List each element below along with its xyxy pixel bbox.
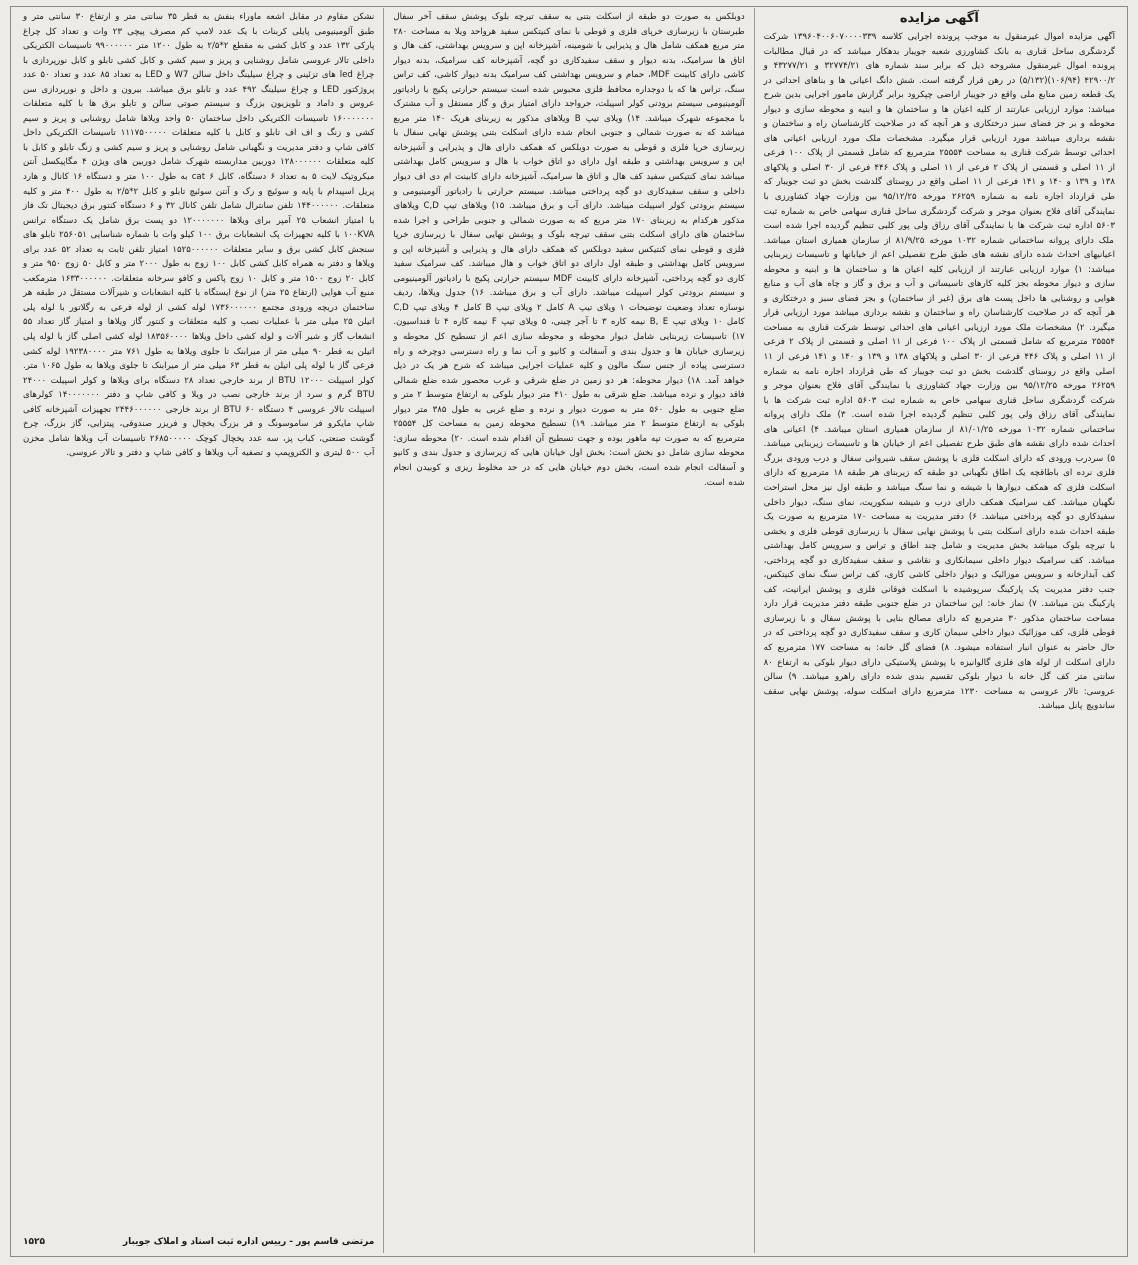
paragraph: کف سرامیک دیوار داخلی سیمانکاری و نقاشی و سقف سفیدکاری دو گچه پرداختی، کف آبدارخانه و سرویس موزائیک و دیوار داخلی کاشی کاری، کف تراس سنگ نمای کنیتکس، جنب دفتر مدیریت یک پارکینگ سرپوشیده با اسکلت فوقانی فلزی و پوشش ایرانیت، کف پارکینگ بتن میباشد. ۷) نماز خانه: این ساختمان در ضلع جنوبی طبقه دفتر مدیریت قرار دارد مساحت ساختمان مذکور ۳۰ مترمربع که دارای مصالح بنایی با پوشش سفال و با زیرسازی قوطی فلزی، کف موزائیک دیوار داخلی سیمان کاری و سقف سفیدکاری دو گچه پرداختی که در حال حاضر به عنوان انبار استفاده میشود. ۸) فضای گل خانه: به مساحت ۱۷۷ مترمربع که دارای اسکلت از لوله های فلزی گالوانیزه با پوشش پلاستیکی دارای دیوار بلوکی به ارتفاع ۸۰ سانتی متر کف گل خانه با دیوار بلوکی تقسیم بندی شده دارای راهرو میباشد. ۹) سالن عروسی: تالار عروسی به مساحت ۱۲۳۰ مترمربع دارای اسکلت سوله، پوشش نهایی سقف ساندویچ پانل میباشد.	[763, 555, 1116, 712]
notice-title: آگهی مزایده	[899, 11, 979, 26]
signature-line: مرتضی قاسم پور - رییس اداره ثبت اسناد و املاک جویبار	[122, 1237, 375, 1247]
paragraph: ۱۴) ویلای تیپ B ویلاهای مذکور به زیربنای هریک ۱۴۰ متر مربع میباشد که به صورت شمالی و جنوبی انجام شده دارای اسکلت بتنی پوشش نهایی سفال با زیرسازی خرپا فلزی و قوطی به صورت دوبلکس که همکف دارای هال و پذیرایی و آشپزخانه اپن و سرویس بهداشتی و طبقه اول دارای دو اتاق خواب با هال و سرویس کامل بهداشتی میباشد نمای کنتیکس سفید کف هال و اتاق ها سرامیک، آشپزخانه دارای کابینت ام دی اف دیوار داخلی و سقف سفیدکاری دو گچه پرداختی میباشد. سیستم حرارتی با رادیاتور آلومینیومی و سیستم برودتی کولر اسپیلت میباشد. دارای آب و برق میباشد.	[393, 113, 745, 212]
notice-columns	[14, 8, 1124, 1253]
paragraph: ۱۶۳۳۰۰۰۰۰۰ مترمکعب منبع آب هوایی (ارتفاع ۲۵ متر) از نوع ایستگاه با کلیه انشعابات و شیرآلات مستقل در طبقه هر ساختمان دریچه ورودی مجتمع ۱۷۳۶۰۰۰۰۰۰ لوله کشی از لوله فرعی به رگلاتور با لوله پلی اتیلن ۲۵ میلی متر با عملیات نصب و کلیه متعلقات و کنتور گاز ویلاها و امتیاز گاز تعداد ۵۵ انشعاب گاز و شیر آلات و لوله کشی داخل ویلاها ۱۸۳۵۶۰۰۰۰ لوله کشی اصلی گاز با لوله پلی اتیلن به قطر ۹۰ میلی متر از میرابنک تا جلوی ویلاها به طول ۷۶۱ متر ۱۹۲۳۸۰۰۰۰ لوله کشی فرعی گاز با لوله پلی اتیلن به قطر ۶۳ میلی متر از میرابنک تا جلوی ویلاها به طول ۱۰۶۵ متر.	[23, 273, 375, 372]
paragraph: بیرون و داخل و نورپردازی سن عروس و داماد و تلویزیون بزرگ و سیستم صوتی سالن و تابلو برق ها با کلیه متعلقات ۱۶۰۰۰۰۰۰۰ تاسیسات الکتریکی داخل ساختمان ۵۰ واحد ویلاها شامل روشنایی و پریز و سیم کشی و زنگ و اف اف تابلو و کابل با کلیه متعلقات ۱۱۱۷۵۰۰۰۰۰ تاسیسات الکتریکی داخل کافی شاپ و دفتر مدیریت و نگهبانی شامل روشنایی و پریز و سیم کشی و زنگ تابلو و کابل با کلیه متعلقات ۱۲۸۰۰۰۰۰۰ دوربین مداربسته شهرک شامل دوربین های ویژن ۴ مگاپیکسل آنتن میکروتیک لایت ۵ به تعداد ۶ دستگاه، کابل ۶ cat به طول ۱۰۰ متر و دستگاه ۱۶ کانال و هارد پریل اسپیدام با پایه و سوئیچ و رک و آنتن سوئیچ تابلو و کابل ۲*۲/۵ به طول ۴۰۰ متر و کلیه متعلقات.	[23, 84, 375, 212]
notice-footer	[23, 1235, 374, 1249]
notice-code: ۱۵۲۵	[23, 1237, 45, 1247]
column-middle	[383, 8, 753, 1253]
column-right	[754, 8, 1124, 1253]
paragraph: ۳) ملک دارای پروانه ساختمانی شماره ۱۰۳۲ مورخه ۸۱/۰۱/۲۵ از سازمان همیاری استان میباشد. ۴) اعیانی های احداث شده دارای نقشه های طبق طرح تفصیلی اعم از خیابان ها و تاسیسات زیربنایی میباشد. ۵) سردرب ورودی که دارای اسکلت فلزی با پوشش سقف شیروانی سفال و درب ورودی بزرگ فلزی نرده ای باطاقچه یک اطاق نگهبانی دو طبقه که زیربنای هر طبقه ۱۸ مترمربع که دارای اسکلت فلزی که همکف دیوارها با شیشه و نما سنگ میباشد و طبقه اول نیز محل استراحت نگهبان میباشد. کف سرامیک همکف دارای درب و شیشه سکوریت، نمای سنگ، دیوار داخلی سفیدکاری دو گچه پرداختی میباشد. ۶) دفتر مدیریت به مساحت ۱۷۰ مترمربع به صورت یک طبقه احداث شده دارای اسکلت بتنی با پوشش نهایی سفال با زیرسازی قوطی فلزی و بخشی با تیرچه بلوک میباشد بخش مدیریت و شامل چند اطاق و تراس و سرویس کامل بهداشتی میباشد.	[763, 410, 1116, 566]
paragraph: ۱۴۴۰۰۰۰۰۰ تلفن سانترال شامل تلفن کانال ۳۲ و ۶ دستگاه کنتور برق دیجیتال تک فاز با امتیاز انشعاب ۲۵ آمپر برای ویلاها ۱۲۰۰۰۰۰۰۰ دو پست برق شامل یک دستگاه ترانس ۱۰۰KVA با کلیه تجهیزات پک انشعابات برق ۱۰۰ کیلو وات با شماره شناسایی ۲۵۶۰۵۱ تابلو های سنجش کابل کشی برق و سایر متعلقات ۱۵۲۵۰۰۰۰۰۰ امتیاز تلفن ثابت به تعداد ۵۲ عدد برای ویلاها و دفتر به همراه کابل کشی کابل ۱۰۰ زوج به طول ۲۰۰۰ متر و کابل ۵۰ زوج ۹۵۰ متر و کابل ۲۰ زوج ۱۵۰۰ متر و کابل ۱۰ زوج پاکس و کافو سرخانه متعلقات.	[23, 201, 375, 284]
paragraph: اعیانیهای احداث شده دارای نقشه های طبق طرح تفصیلی اعم از خیابانها و تاسیسات زیربنایی میباشد: ۱) موارد ارزیابی عبارتند از ارزیابی کلیه اعیان ها و ساختمان ها و ابنیه و محوطه سازی و دیوار محوطه بجز کلیه کارهای تاسیساتی و آب و برق و گاز و چاه های آب و منابع هوایی و روشنایی ها داخل پست های برق (غیر از ساختمان) و بجز فضای سبز و درختکاری و هر آنچه که در صلاحیت کارشناسان راه و ساختمان و نقشه برداری میباشد مورد ارزیابی قرار میگیرد. ۲) مشخصات ملک مورد ارزیابی اعیانی های احداثی توسط شرکت قناری به مساحت ۲۵۵۵۴ مترمربع که شامل قسمتی از پلاک ۱۰۰ فرعی از ۱۱ اصلی و قسمتی از پلاک ۲ فرعی از ۱۱ اصلی و پلاک ۴۴۶ فرعی از ۳۰ اصلی و پلاکهای ۱۳۸ و ۱۳۹ و ۱۴۰ و ۱۴۱ فرعی از ۱۱ اصلی واقع در روستای گلدشت بخش دو ثبت جویبار که طی قرارداد اجاره نامه به شماره ۲۶۲۵۹ مورخه ۹۵/۱۲/۲۵ بین وزارت جهاد کشاورزی با نمایندگی آقای فلاح بعنوان موجر و شرکت گردشگری ساحل قناری سهامی خاص به شماره ثبت ۵۶۰۳ اداره ثبت شرکت ها با نمایندگی آقای رزاق ولی پور کلبی تنظیم گردیده اجرا شده است.	[763, 250, 1116, 421]
paragraph: دوبلکس به صورت دو طبقه از اسکلت بتنی به سقف تیرچه بلوک پوشش سقف آخر سفال طبرستان با زیرسازی خرپای فلزی و قوطی با نمای کنیتکس سفید هرواحد ویلا به مساحت ۲۸۰ متر مربع همکف شامل هال و پذیرایی با شومینه، آشپزخانه اپن و سرویس بهداشتی، کف هال و اتاق ها سرامیک، بدنه دیوار و سقف سفیدکاری دو گچه، آشپزخانه کف سرامیک، بدنه دیوار کاشی دارای کابینت MDF، حمام و سرویس بهداشتی کف سرامیک بدنه دیوار کاشی، کف تراس سنگ، تراس ها که با دوجداره محافظ فلزی محبوس شده است سیستم حرارتی پکیج با رادیاتور آلومینیومی سیستم برودتی کولر اسپیلت، حرواجد دارای امتیاز برق و گاز مستقل و آب مشترک با مجموعه شهرک میباشد.	[393, 12, 745, 124]
column-left	[14, 8, 383, 1253]
paragraph: نشکن مقاوم در مقابل اشعه ماوراء بنفش به قطر ۳۵ سانتی متر و ارتفاع ۳۰ سانتی متر و طبق آلومینیومی پایلی کربنات با یک عدد لامپ کم مصرف پیچی ۲۳ وات و تعداد کل چراغ پارکی ۱۳۲ عدد و کابل کشی به مقطع ۲*۲/۵ به طول ۱۲۰۰ متر ۹۹۰۰۰۰۰۰ تاسیسات الکتریکی داخلی تالار عروسی شامل روشنایی و پریز و سیم کشی و کابل کشی تابلو و کابل نورپردازی با چراغ led های تزئینی و چراغ سیلینگ داخل سالن W7 و LED به تعداد ۸۵ عدد و تعداد ۵۰ عدد پروژکتور LED و چراغ سیلینگ ۴۹۲ عدد و تابلو برق میباشد.	[23, 12, 375, 95]
paragraph: مشخصات ملک مورد ارزیابی اعیانی های احداثی توسط شرکت قناری به مساحت ۲۵۵۵۴ مترمربع که شامل قسمتی از پلاک ۱۰۰ فرعی از ۱۱ اصلی و قسمتی از پلاک ۲ فرعی از ۱۱ اصلی و پلاک ۴۴۶ فرعی از ۳۰ اصلی و پلاکهای ۱۳۸ و ۱۳۹ و ۱۴۰ و ۱۴۱ فرعی از ۱۱ اصلی واقع در روستای گلدشت بخش دو ثبت جویبار که طی قرارداد اجاره نامه به شماره ۲۶۲۵۹ مورخه ۹۵/۱۲/۲۵ بین وزارت جهاد کشاورزی با نمایندگی آقای فلاح بعنوان موجر و شرکت گردشگری ساحل قناری سهامی خاص به شماره ثبت ۵۶۰۳ اداره ثبت شرکت ها با نمایندگی آقای رزاق ولی پور کلبی تنظیم گردیده اجرا شده است ملک دارای پروانه ساختمانی شماره ۱۰۳۲ مورخه ۸۱/۹/۲۵ از سازمان همیاری استان میباشد.	[763, 133, 1116, 246]
paragraph: ۱۶) جدول ویلاها، ردیف نوسازه تعداد وضعیت توضیحات ۱ ویلای تیپ A کامل ۲ ویلای تیپ B کامل ۴ ویلای تیپ C,D کامل ۱۰ ویلای تیپ B, E نیمه کاره ۳ تا آجر چینی، ۵ ویلای تیپ F نیمه کاره ۴ تا فنداسیون. ۱۷) تاسیسات زیربنایی شامل دیوار محوطه و محوطه سازی اعم از تسطیح کل محوطه و زیرسازی خیابان ها و جدول بندی و آسفالت و کانیو و آب نما و راه دسترسی دوچرخه و راه دسترسی پیاده از جنس سنگ مالون و کلیه عملیات اجرایی میباشد که شرح هر یک در ذیل خواهد آمد.	[393, 288, 745, 386]
paragraph: ۱۵) ویلاهای تیپ C,D ویلاهای مذکور هرکدام به زیربنای ۱۷۰ متر مربع که به صورت شمالی و جنوبی طراحی و اجرا شده ساختمان های دارای اسکلت بتنی سقف تیرچه بلوک و پوشش نهایی سفال با زیرسازی خرپا فلزی و قوطی نمای کنتیکس سفید دوبلکس که همکف دارای هال و پذیرایی و آشپزخانه اپن و سرویس کامل بهداشتی و طبقه اول دارای دو اتاق خواب و هال میباشد. کف سرامیک سفید کاری دو گچه پرداختی، آشپزخانه دارای کابینت MDF سیستم حرارتی پکیج با رادیاتور آلومینیومی و سیستم برودتی کولر اسپیلت میباشد. دارای آب و برق میباشد.	[393, 201, 745, 299]
paragraph: آگهی مزایده اموال غیرمنقول به موجب پرونده اجرایی کلاسه ۱۳۹۶۰۴۰۰۶۰۷۰۰۰۰۳۳۹ شرکت گردشگری ساحل قناری به بانک کشاورزی شعبه جویبار بدهکار میباشد که در قبال مطالبات پرونده اموال غیرمنقول مشروحه ذیل که برابر سند شماره های ۳۲۷۷۴/۲۱ و ۴۳۲۷۷/۲۱ و ۴۲۹۰۰/۲ (۱۰۶/۹۴)(۵/۱۳۲) در رهن قرار گرفته است. شش دانگ اعیانی ها و بناهای احداثی در یک قطعه زمین منابع ملی واقع در جویبار اراضی چپکرود برابر گزارش مامور اجرایی بدین شرح میباشد: موارد ارزیابی عبارتند از کلیه اعیان ها و ساختمان ها و ابنیه و محوطه سازی و دیوار محوطه و بر جز فضای سبز درختکاری و هر آنچه که در صلاحیت کارشناسان راه و ساختمان و نقشه برداری میباشد مورد ارزیابی قرار میگیرد.	[763, 32, 1115, 144]
paragraph: ۱۸) دیوار محوطه: هر دو زمین در ضلع شرقی و غرب محصور شده ضلع شمالی فاقد دیوار و نرده میباشد. ضلع شرقی به طول ۴۱۰ متر دیوار بلوکی به ارتفاع متوسط ۲ متر و ضلع جنوبی به طول ۵۶۰ متر به صورت دیوار و نرده و ضلع غربی به طول ۳۸۵ متر دیوار بلوکی به ارتفاع متوسط ۲ متر میباشد. ۱۹) تسطیح محوطه زمین به مساحت کل ۲۵۵۵۴ مترمربع که به صورت تپه ماهور بوده و جهت تسطیح آن اقدام شده است. ۲۰) محوطه سازی: محوطه سازی شامل دو بخش است: بخش اول خیابان هایی که زیرسازی و جدول بندی و کانیو و آسفالت انجام شده است، بخش دوم خیابان هایی که در حد مخلوط ریزی و کوبیدن انجام شده است.	[393, 375, 745, 488]
paragraph: کولر اسپیلت ۱۲۰۰۰ BTU از برند خارجی تعداد ۲۸ دستگاه برای ویلاها و کولر اسپیلت ۲۴۰۰۰ BTU گرم و سرد از برند خارجی نصب در ویلا و کافی شاپ و دفتر ۱۴۰۰۰۰۰۰۰ کولرهای اسپیلت تالار عروسی ۴ دستگاه ۶۰ BTU از برند خارجی ۲۴۴۶۰۰۰۰۰۰ تجهیزات آشپزخانه کافی شاپ مایکرو فر ساموسونگ و فر بزرگ یخچال و فریزر صندوقی، پیتزایی، گاز بزرگ، چرخ گوشت صنعتی، کباب پز، سه عدد یخچال کوچک ۲۶۸۵۰۰۰۰۰ تاسیسات آب ویلاها شامل مخزن آب ۵۰۰ لیتری و الکتروپمپ و تصفیه آب ویلاها و کافی شاپ و دفتر و تالار عروسی.	[23, 375, 375, 459]
column-left-text	[23, 10, 374, 461]
column-middle-text	[393, 10, 744, 490]
column-right-text	[764, 30, 1115, 714]
